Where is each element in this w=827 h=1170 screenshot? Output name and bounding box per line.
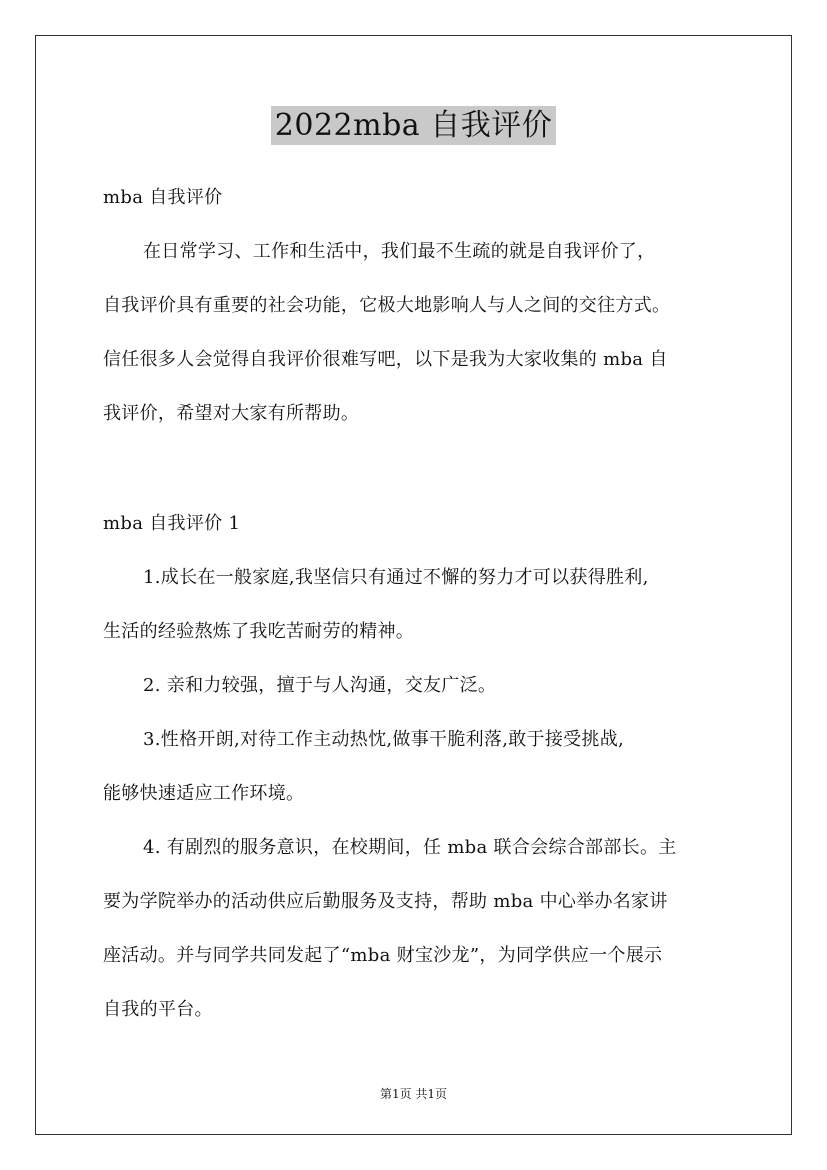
section-heading: mba 自我评价 1	[103, 513, 241, 534]
evaluation-line: 4. 有剧烈的服务意识，在校期间，任 mba 联合会综合部部长。主	[143, 837, 677, 858]
document-subtitle: mba 自我评价	[103, 187, 223, 208]
intro-line: 自我评价具有重要的社会功能，它极大地影响人与人之间的交往方式。	[103, 295, 671, 316]
evaluation-line: 能够快速适应工作环境。	[103, 783, 305, 804]
page-number: 第1页 共1页	[379, 1087, 448, 1101]
evaluation-line: 2. 亲和力较强，擅于与人沟通，交友广泛。	[143, 675, 497, 696]
intro-line: 信任很多人会觉得自我评价很难写吧，以下是我为大家收集的 mba 自	[103, 349, 668, 370]
intro-line: 在日常学习、工作和生活中，我们最不生疏的就是自我评价了，	[143, 241, 656, 262]
document-title: 2022mba 自我评价	[271, 106, 556, 145]
document-title-wrap	[0, 100, 827, 144]
evaluation-line: 生活的经验熬炼了我吃苦耐劳的精神。	[103, 621, 415, 642]
evaluation-line: 1.成长在一般家庭,我坚信只有通过不懈的努力才可以获得胜利,	[143, 567, 649, 588]
evaluation-line: 座活动。并与同学共同发起了“mba 财宝沙龙”，为同学供应一个展示	[103, 945, 663, 966]
evaluation-line: 自我的平台。	[103, 999, 213, 1020]
evaluation-line: 要为学院举办的活动供应后勤服务及支持，帮助 mba 中心举办名家讲	[103, 891, 668, 912]
evaluation-line: 3.性格开朗,对待工作主动热忱,做事干脆利落,敢于接受挑战,	[143, 729, 625, 750]
intro-line: 我评价，希望对大家有所帮助。	[103, 403, 360, 424]
